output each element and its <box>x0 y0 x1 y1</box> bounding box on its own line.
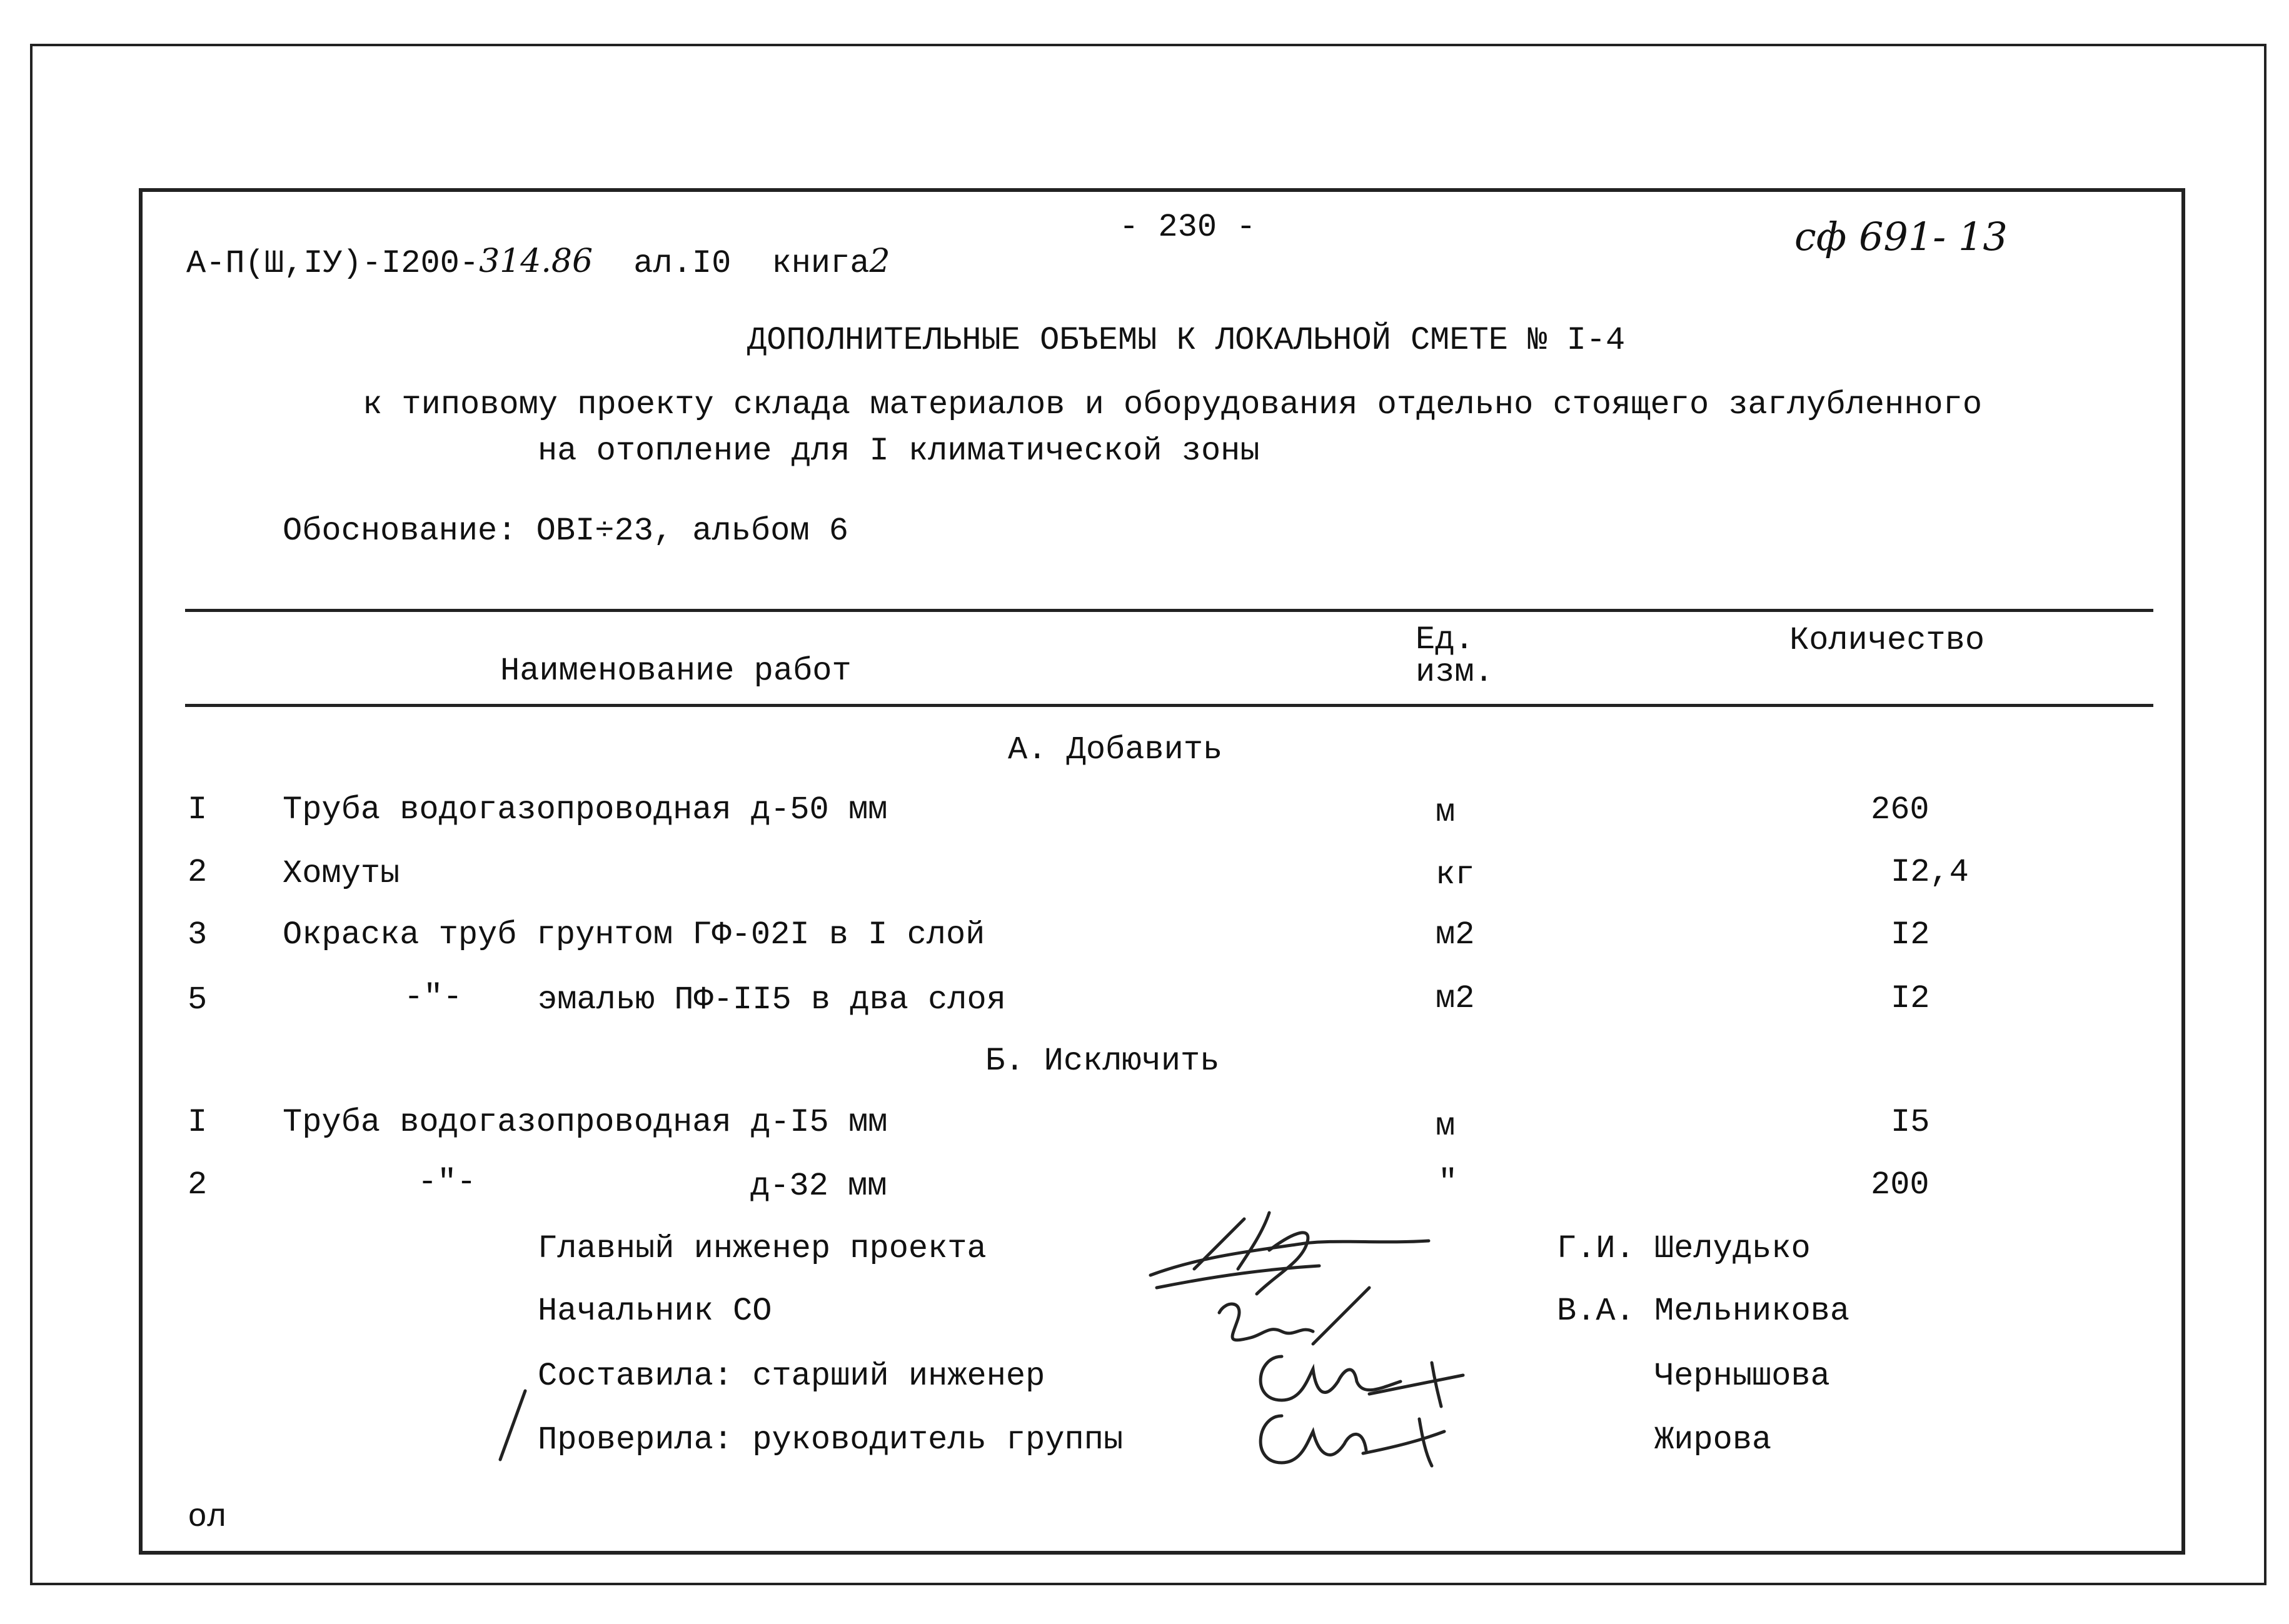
row-unit: м2 <box>1436 916 1475 953</box>
row-unit: кг <box>1436 856 1475 893</box>
row-unit: м <box>1436 1108 1456 1145</box>
row-ditto-mark: -"- <box>418 1164 476 1201</box>
col-header-name: Наименование работ <box>500 653 852 689</box>
row-number: I <box>188 1104 208 1141</box>
title-subline-2: на отопление для I климатической зоны <box>538 433 1260 469</box>
row-unit: м2 <box>1436 980 1475 1017</box>
signatory-role: Начальник СО <box>538 1293 772 1330</box>
signatory-role: Проверила: руководитель группы <box>538 1421 1124 1458</box>
row-unit: м <box>1436 794 1456 831</box>
row-quantity: I2 <box>1891 916 1930 953</box>
row-number: I <box>188 791 208 828</box>
row-unit: " <box>1438 1164 1458 1201</box>
row-work-name: д-32 мм <box>750 1168 887 1205</box>
signatory-name: Г.И. Шелудько <box>1557 1230 1811 1267</box>
signatory-name: Чернышова <box>1654 1358 1830 1395</box>
document-title: ДОПОЛНИТЕЛЬНЫЕ ОБЪЕМЫ К ЛОКАЛЬНОЙ СМЕТЕ № I-4 <box>747 322 1626 359</box>
title-subline-1: к типовому проекту склада материалов и оборудования отдельно стоящего заглубленного <box>363 386 1983 423</box>
signature-reviewer <box>1244 1406 1451 1475</box>
album-number: ал.I0 <box>633 245 732 282</box>
row-quantity: I5 <box>1891 1104 1930 1141</box>
book-number: 2 <box>869 243 890 280</box>
row-number: 2 <box>188 854 208 891</box>
col-header-unit-line2: изм. <box>1416 654 1494 691</box>
archive-number: сф 691- 13 <box>1794 214 2008 259</box>
row-work-name: эмалью ПФ-II5 в два слоя <box>538 981 1006 1018</box>
footer-mark: ол <box>188 1499 227 1536</box>
row-quantity: I2 <box>1891 980 1930 1017</box>
doc-code <box>186 243 890 282</box>
row-quantity: 200 <box>1871 1166 1929 1203</box>
doc-code-handwritten: 314.86 <box>479 243 593 280</box>
signatory-role: Главный инженер проекта <box>538 1230 987 1267</box>
check-stroke <box>494 1388 531 1463</box>
row-work-name: Труба водогазопроводная д-I5 мм <box>283 1104 888 1141</box>
col-header-unit-line1: Ед. <box>1416 621 1474 658</box>
page-number: - 230 - <box>1119 209 1256 246</box>
signatory-name: В.А. Мельникова <box>1557 1293 1850 1330</box>
row-quantity: 260 <box>1871 791 1929 828</box>
table-top-rule <box>185 609 2153 612</box>
doc-code-prefix: А-П(Ш,IУ)-I200- <box>186 245 480 282</box>
book-label: книга <box>772 245 870 282</box>
row-number: 5 <box>188 981 208 1018</box>
row-ditto-mark: -"- <box>404 979 463 1016</box>
signature-compiler <box>1244 1344 1469 1413</box>
col-header-unit <box>1416 621 1494 691</box>
row-work-name: Хомуты <box>283 855 400 892</box>
section-add-heading: А. Добавить <box>1008 731 1223 768</box>
row-work-name: Труба водогазопроводная д-50 мм <box>283 791 888 828</box>
row-work-name: Окраска труб грунтом ГФ-02I в I слой <box>283 916 985 953</box>
row-quantity: I2,4 <box>1891 854 1969 891</box>
section-remove-heading: Б. Исключить <box>985 1043 1220 1080</box>
col-header-qty: Количество <box>1789 622 1985 659</box>
signatory-role: Составила: старший инженер <box>538 1358 1045 1395</box>
row-number: 3 <box>188 916 208 953</box>
row-number: 2 <box>188 1166 208 1203</box>
table-header-rule <box>185 704 2153 707</box>
signatory-name: Жирова <box>1654 1421 1772 1458</box>
basis-text: Обоснование: ОВI÷23, альбом 6 <box>283 513 848 549</box>
